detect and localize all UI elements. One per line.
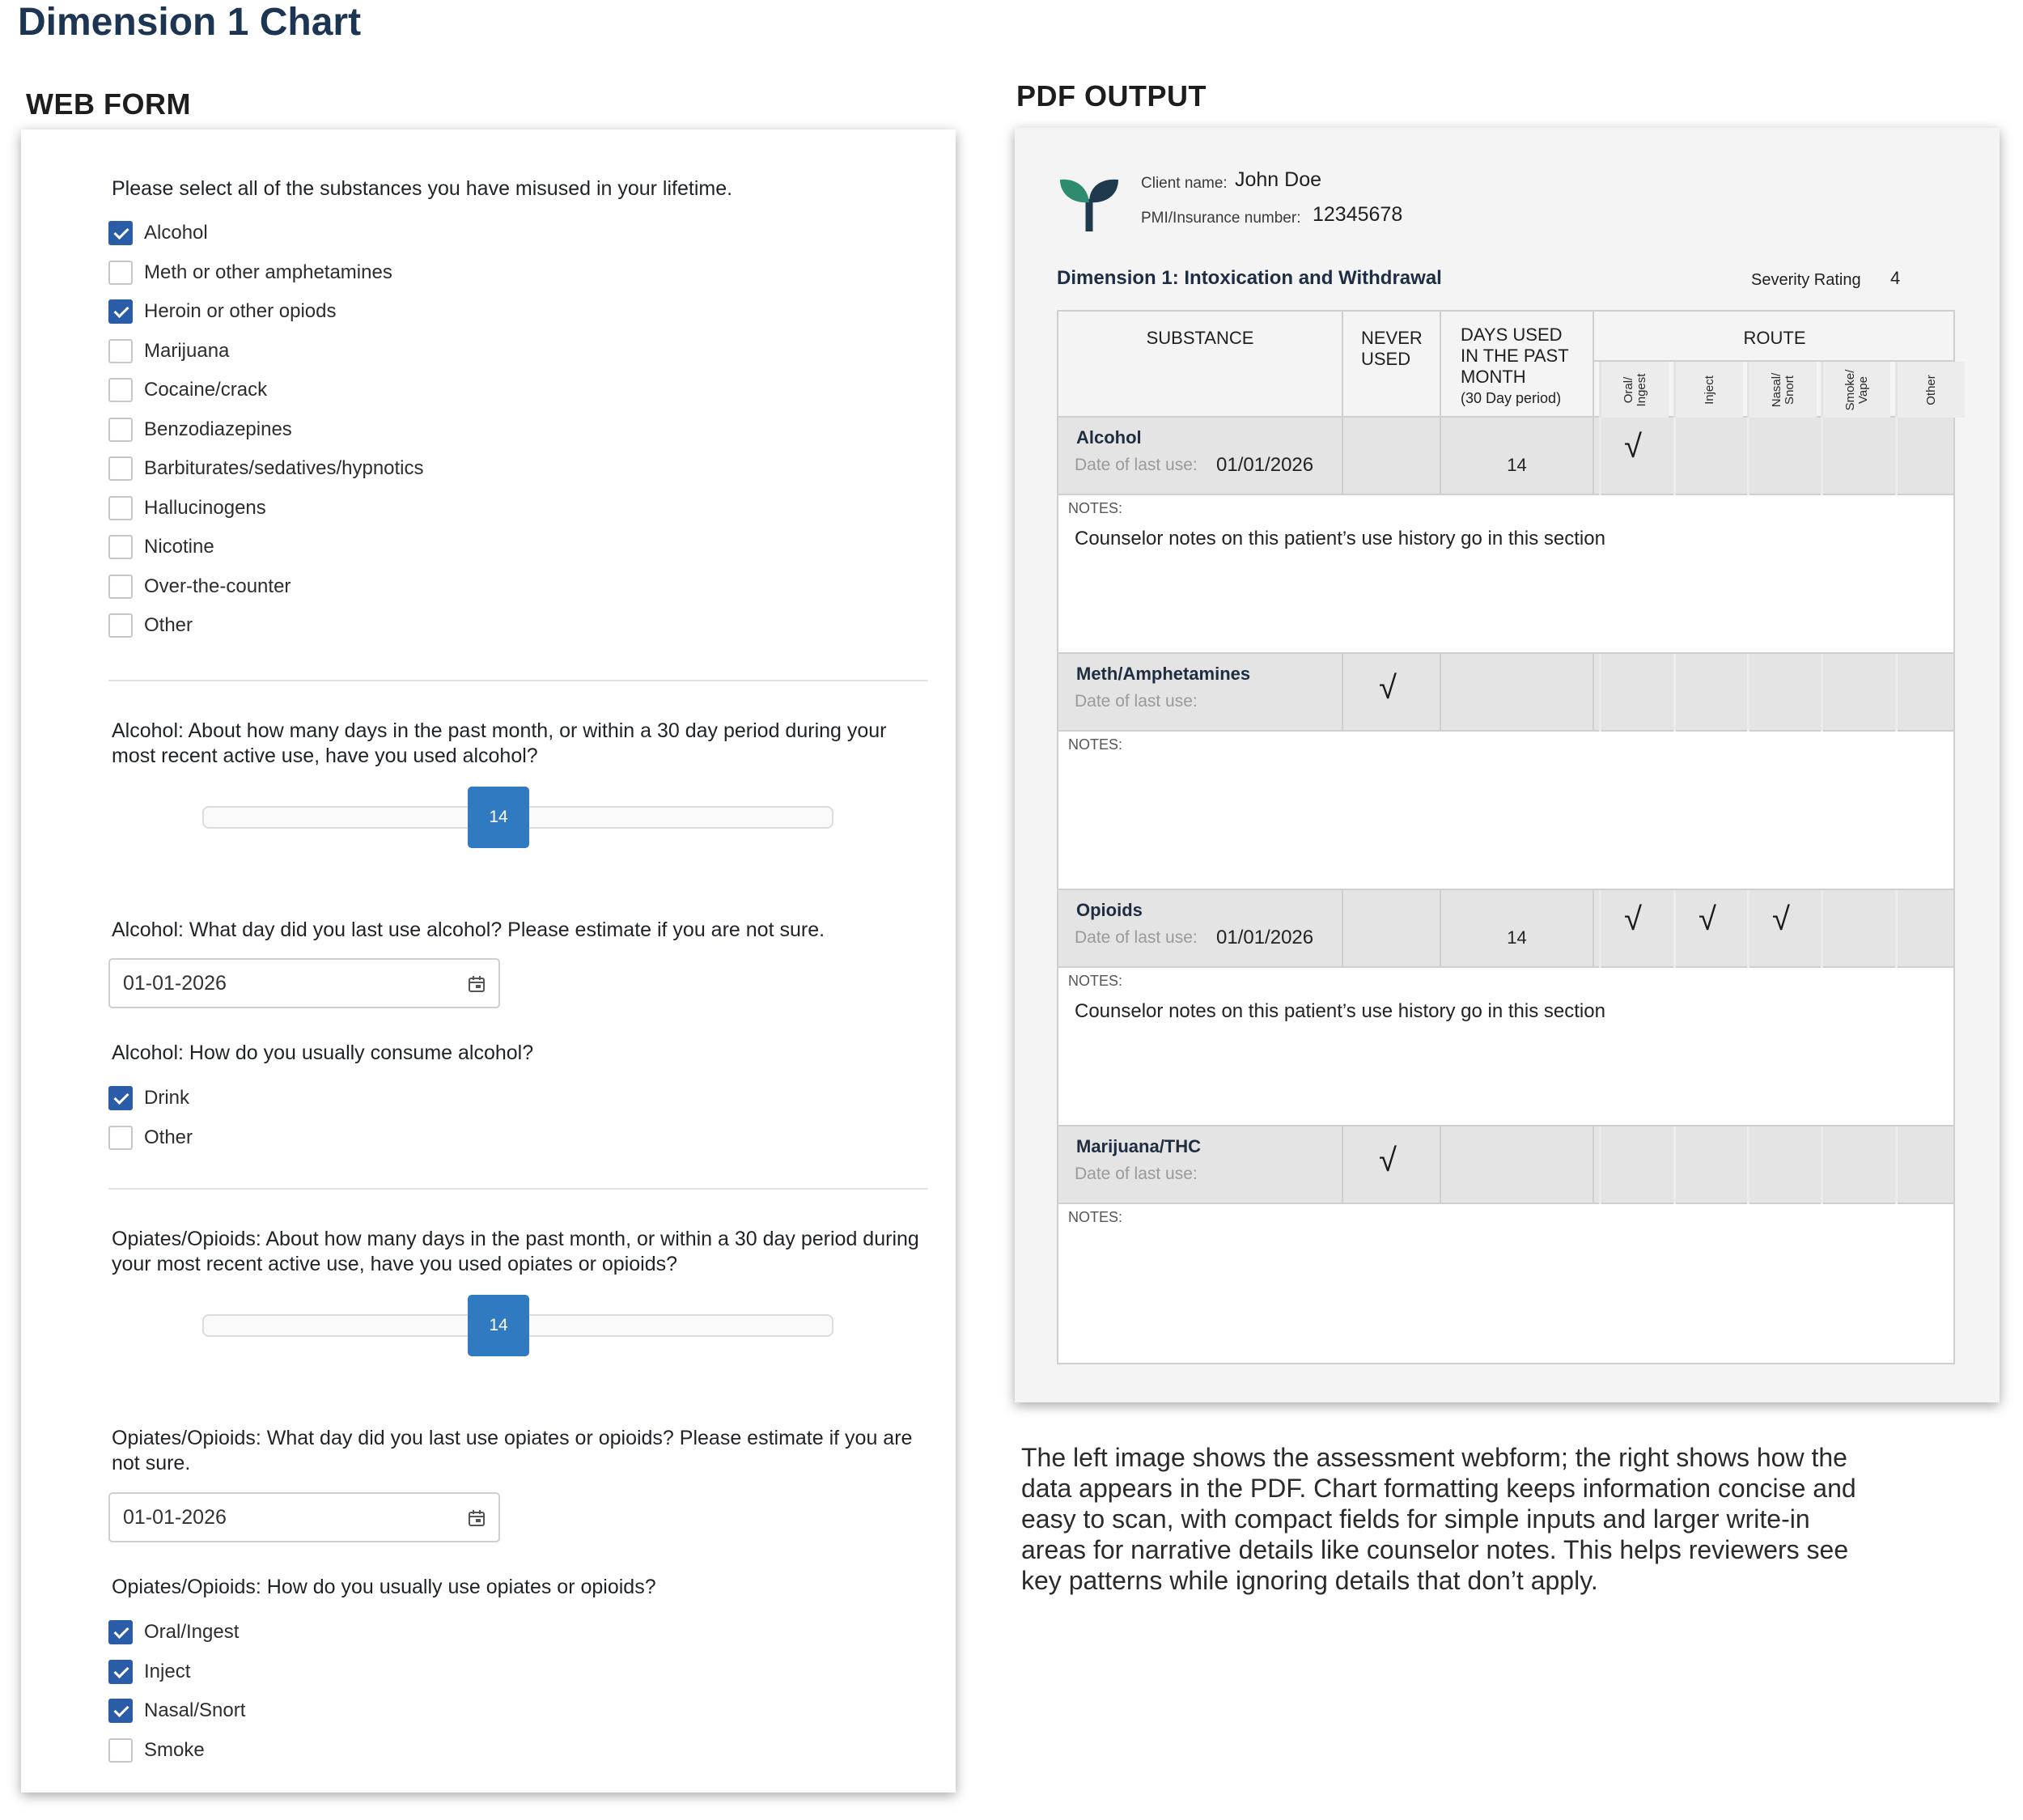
days-used-value: 14: [1507, 455, 1527, 475]
notes-row: [1058, 1204, 1953, 1363]
substance-option-label: Marijuana: [144, 339, 230, 362]
leaf-logo-icon: [1057, 170, 1122, 235]
route-subheader-line1: Nasal/: [1769, 372, 1783, 407]
substance-option-item[interactable]: [108, 494, 266, 522]
checkbox[interactable]: [108, 299, 133, 324]
calendar-icon[interactable]: [468, 1509, 486, 1527]
substance-option-item[interactable]: [108, 612, 193, 639]
never-used-check: √: [1379, 670, 1397, 706]
route-cell: [1673, 890, 1743, 968]
route-subheader-line2: Vape: [1855, 375, 1870, 404]
checkbox[interactable]: [108, 339, 133, 363]
opioid-date-value: 01-01-2026: [123, 1505, 227, 1529]
days-used-header-line1: DAYS USED: [1461, 325, 1563, 345]
checkbox[interactable]: [108, 456, 133, 481]
substance-option-label: Barbiturates/sedatives/hypnotics: [144, 457, 424, 479]
days-used-cell: [1441, 890, 1594, 968]
opioid-method-option-label: Nasal/Snort: [144, 1699, 246, 1721]
client-name-value: John Doe: [1235, 168, 1322, 191]
route-subheader-line1: Other: [1923, 374, 1938, 405]
date-last-use-label: Date of last use:: [1075, 456, 1198, 474]
substance-row: [1058, 418, 1953, 495]
route-subheader-label: [1703, 375, 1716, 405]
never-used-header-line1: NEVER: [1361, 328, 1423, 348]
route-cell: [1821, 1126, 1890, 1204]
route-cell: [1821, 418, 1890, 495]
checkbox[interactable]: [108, 1620, 133, 1644]
web-form-heading: WEB FORM: [26, 87, 191, 121]
substance-option-item[interactable]: [108, 219, 208, 247]
days-used-header-line4: (30 Day period): [1461, 390, 1562, 406]
alcohol-consume-question: Alcohol: How do you usually consume alcohol?: [112, 1042, 534, 1064]
route-check: √: [1699, 902, 1716, 937]
route-subheader-label: [1925, 375, 1938, 405]
caption: The left image shows the assessment webform; the right shows how the data appears in the PDF. Chart formatting keeps information concise and easy to scan, with compact fields for simple inputs and larger write-in areas for narrative details like counselor notes. This helps reviewers see key patterns while ignoring details that don’t apply.: [1021, 1443, 1856, 1595]
days-used-value: 14: [1507, 927, 1527, 948]
substance-option-item[interactable]: [108, 455, 424, 482]
opioid-method-option-label: Smoke: [144, 1738, 205, 1761]
never-used-header-line2: USED: [1361, 349, 1411, 369]
route-subheader: [1673, 362, 1743, 418]
substance-cell: [1058, 1126, 1343, 1204]
days-used-cell: [1441, 1126, 1594, 1204]
route-subheader-line2: Snort: [1782, 375, 1796, 405]
page-title: Dimension 1 Chart: [18, 1, 362, 44]
substance-option-label: Other: [144, 614, 193, 636]
route-check: √: [1624, 429, 1642, 465]
route-check: √: [1772, 902, 1790, 937]
route-subheader-label: [1771, 372, 1796, 407]
alcohol-date-value: 01-01-2026: [123, 971, 227, 995]
alcohol-days-question: Alcohol: About how many days in the past month, or within a 30 day period during your most recent active use, have you used alcohol?: [112, 719, 887, 767]
route-cell: [1895, 654, 1965, 732]
checkbox[interactable]: [108, 1086, 133, 1110]
substance-name: Alcohol: [1076, 427, 1142, 448]
route-cell: [1747, 418, 1817, 495]
pdf-output-panel: [1015, 128, 2000, 1402]
route-cell: [1895, 890, 1965, 968]
substance-option-item[interactable]: [108, 298, 336, 325]
route-header: [1594, 312, 1955, 418]
route-cell: [1821, 890, 1890, 968]
route-cell: [1673, 418, 1743, 495]
notes-row: [1058, 968, 1953, 1126]
substance-option-label: Alcohol: [144, 222, 208, 244]
opioid-method-option-item[interactable]: [108, 1658, 190, 1686]
opioid-days-question: Opiates/Opioids: About how many days in the past month, or within a 30 day period during your most recent active use, have you used opiates or opioids?: [112, 1228, 919, 1275]
alcohol-date-input[interactable]: [108, 958, 500, 1008]
route-cell: [1599, 654, 1669, 732]
client-name-label: Client name:: [1141, 175, 1228, 192]
substance-option-label: Meth or other amphetamines: [144, 261, 392, 283]
date-last-use-value: 01/01/2026: [1216, 454, 1314, 476]
substance-option-label: Nicotine: [144, 536, 214, 558]
date-last-use-label: Date of last use:: [1075, 1165, 1198, 1183]
web-form-panel: [21, 129, 956, 1792]
route-cell: [1673, 1126, 1743, 1204]
route-cell: [1747, 1126, 1817, 1204]
substance-row: [1058, 654, 1953, 732]
route-cell: [1895, 1126, 1965, 1204]
route-header-label: ROUTE: [1743, 328, 1806, 348]
checkbox[interactable]: [108, 418, 133, 442]
checkbox[interactable]: [108, 613, 133, 638]
insurance-value: 12345678: [1313, 203, 1403, 226]
checkbox[interactable]: [108, 535, 133, 559]
opioid-method-option-label: Oral/Ingest: [144, 1621, 240, 1643]
route-cell: [1599, 890, 1669, 968]
substance-option-label: Cocaine/crack: [144, 379, 268, 401]
notes-row: [1058, 732, 1953, 890]
route-subheader-line1: Oral/: [1621, 376, 1635, 403]
route-subheader-label: [1622, 373, 1648, 406]
substance-option-item[interactable]: [108, 573, 291, 600]
substance-option-label: Benzodiazepines: [144, 418, 292, 440]
table-header-row: [1058, 312, 1953, 418]
route-cell: [1821, 654, 1890, 732]
route-cell: [1747, 890, 1817, 968]
days-used-cell: [1441, 654, 1594, 732]
table-body: [1058, 418, 1953, 1363]
route-cell: [1599, 1126, 1669, 1204]
substance-option-item[interactable]: [108, 259, 392, 286]
substance-option-label: Heroin or other opiods: [144, 300, 337, 322]
opioid-days-slider-thumb[interactable]: 14: [468, 1295, 529, 1356]
route-subheader-line1: Inject: [1702, 375, 1716, 405]
notes-text: Counselor notes on this patient’s use history go in this section: [1075, 1000, 1605, 1022]
checkbox[interactable]: [108, 1699, 133, 1723]
substance-name: Opioids: [1076, 900, 1143, 920]
route-subheader: [1821, 362, 1890, 418]
insurance-label: PMI/Insurance number:: [1141, 210, 1301, 227]
alcohol-date-question: Alcohol: What day did you last use alcohol? Please estimate if you are not sure.: [112, 918, 825, 941]
notes-text: Counselor notes on this patient’s use history go in this section: [1075, 528, 1605, 549]
route-check: √: [1624, 902, 1642, 937]
substance-table: [1057, 310, 1955, 1364]
substance-cell: [1058, 890, 1343, 968]
alcohol-method-option-item[interactable]: [108, 1084, 189, 1112]
alcohol-method-option-label: Other: [144, 1126, 193, 1148]
substance-option-item[interactable]: [108, 533, 214, 561]
route-subheader: [1747, 362, 1817, 418]
never-used-cell: [1343, 890, 1441, 968]
date-last-use-label: Date of last use:: [1075, 692, 1198, 711]
substance-option-item[interactable]: [108, 337, 229, 365]
never-used-cell: [1343, 1126, 1441, 1204]
opioid-use-question: Opiates/Opioids: How do you usually use opiates or opioids?: [112, 1576, 656, 1598]
substance-header: [1058, 312, 1343, 418]
substance-row: [1058, 1126, 1953, 1204]
route-subheader: [1599, 362, 1669, 418]
opioid-method-option-item[interactable]: [108, 1697, 245, 1725]
days-used-header-line3: MONTH: [1461, 367, 1526, 387]
substance-option-item[interactable]: [108, 416, 292, 443]
severity-value: 4: [1890, 268, 1901, 288]
notes-label: NOTES:: [1068, 1209, 1123, 1225]
checkbox[interactable]: [108, 378, 133, 402]
substance-option-item[interactable]: [108, 376, 267, 404]
route-cell: [1747, 654, 1817, 732]
route-subheader: [1895, 362, 1965, 418]
route-subheader-label: [1844, 369, 1870, 410]
notes-label: NOTES:: [1068, 973, 1123, 989]
checkbox[interactable]: [108, 1126, 133, 1150]
checkbox[interactable]: [108, 575, 133, 599]
route-cell: [1895, 418, 1965, 495]
opioid-method-option-item[interactable]: [108, 1737, 205, 1764]
dimension-title: Dimension 1: Intoxication and Withdrawal: [1057, 267, 1442, 289]
route-subheader-line1: Smoke/: [1843, 369, 1857, 410]
date-last-use-value: 01/01/2026: [1216, 927, 1314, 948]
route-subheader-line2: Ingest: [1634, 373, 1648, 406]
never-used-check: √: [1379, 1143, 1397, 1178]
route-cell: [1673, 654, 1743, 732]
checkbox[interactable]: [108, 261, 133, 285]
substance-header-label: SUBSTANCE: [1146, 328, 1254, 348]
divider: [108, 680, 928, 681]
substance-option-label: Over-the-counter: [144, 575, 291, 597]
opioid-date-input[interactable]: [108, 1492, 500, 1542]
never-used-cell: [1343, 418, 1441, 495]
days-used-header: [1441, 312, 1594, 418]
checkbox[interactable]: [108, 496, 133, 520]
checkbox[interactable]: [108, 1738, 133, 1763]
checkbox[interactable]: [108, 221, 133, 245]
never-used-header: [1343, 312, 1441, 418]
substance-cell: [1058, 418, 1343, 495]
substances-question: Please select all of the substances you have misused in your lifetime.: [112, 177, 733, 200]
pdf-output-heading: PDF OUTPUT: [1016, 79, 1207, 112]
days-used-cell: [1441, 418, 1594, 495]
substance-row: [1058, 890, 1953, 968]
substance-option-label: Hallucinogens: [144, 496, 266, 519]
notes-label: NOTES:: [1068, 736, 1123, 753]
opioid-date-question: Opiates/Opioids: What day did you last use opiates or opioids? Please estimate if you are not sure.: [112, 1427, 913, 1474]
alcohol-method-option-label: Drink: [144, 1087, 190, 1109]
alcohol-method-option-item[interactable]: [108, 1124, 193, 1152]
never-used-cell: [1343, 654, 1441, 732]
substance-name: Marijuana/THC: [1076, 1136, 1202, 1156]
substance-cell: [1058, 654, 1343, 732]
opioid-method-option-item[interactable]: [108, 1618, 239, 1646]
days-used-header-line2: IN THE PAST: [1461, 346, 1569, 366]
checkbox[interactable]: [108, 1660, 133, 1684]
notes-row: [1058, 495, 1953, 654]
alcohol-days-slider-thumb[interactable]: 14: [468, 787, 529, 848]
date-last-use-label: Date of last use:: [1075, 928, 1198, 947]
opioid-method-option-label: Inject: [144, 1660, 191, 1682]
severity-label: Severity Rating: [1751, 271, 1861, 289]
route-cell: [1599, 418, 1669, 495]
notes-label: NOTES:: [1068, 500, 1123, 516]
divider: [108, 1188, 928, 1190]
calendar-icon[interactable]: [468, 975, 486, 993]
substance-name: Meth/Amphetamines: [1076, 664, 1251, 684]
